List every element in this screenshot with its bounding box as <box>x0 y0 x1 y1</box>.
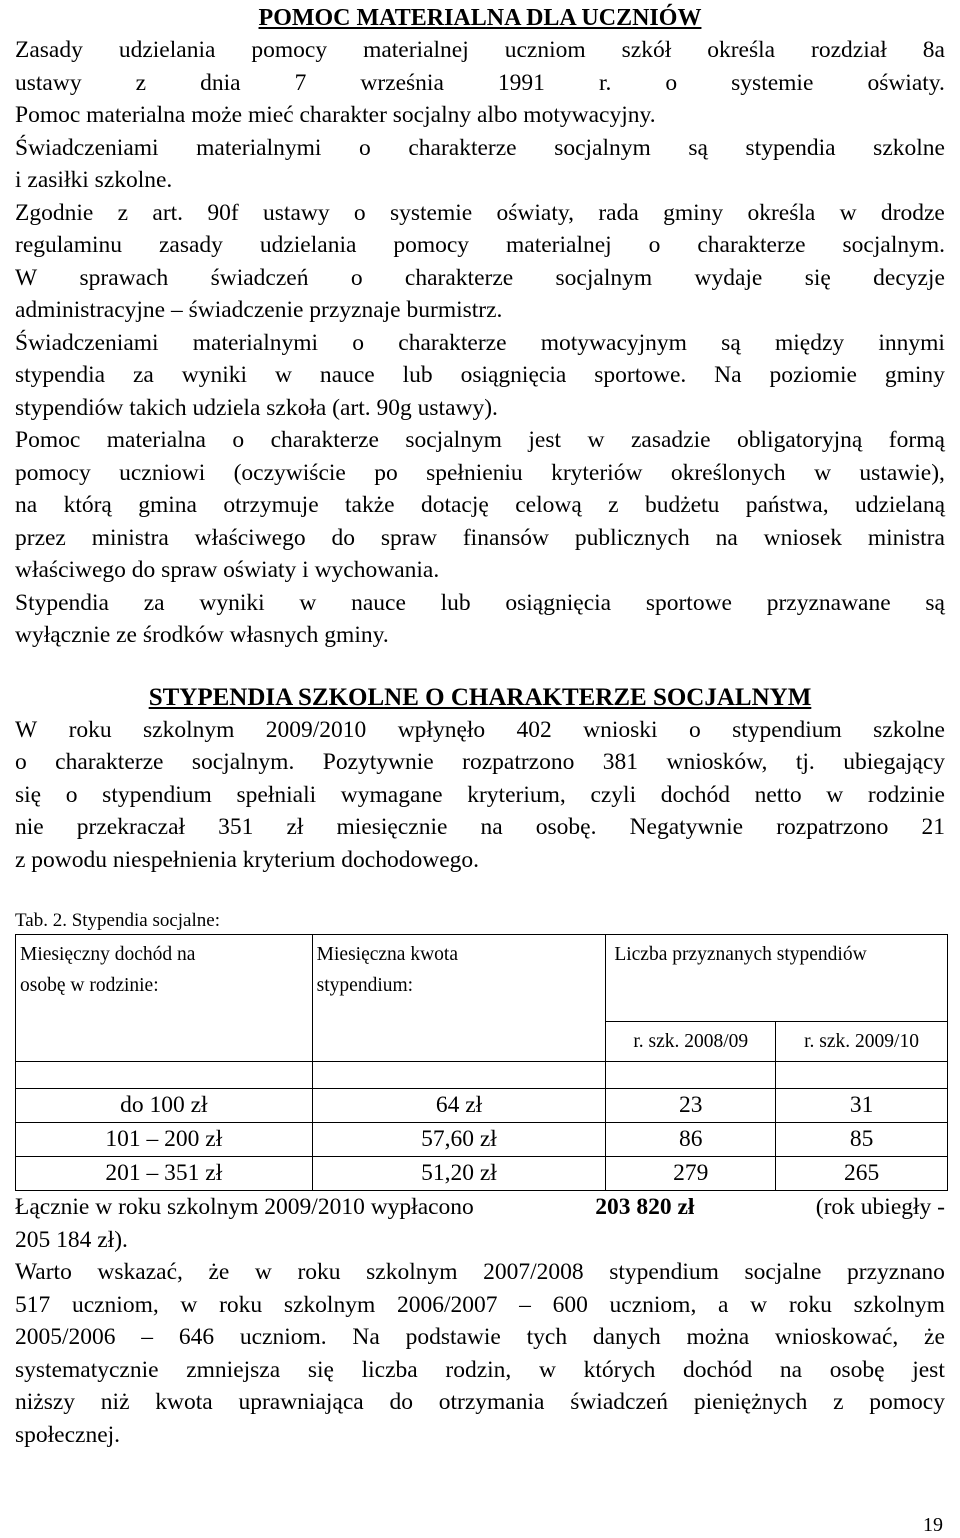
text-line: Świadczeniami materialnymi o charakterze socjalnym są stypendia szkolne <box>15 134 945 161</box>
header-year-2009: r. szk. 2009/10 <box>776 1022 948 1062</box>
text-line: Świadczeniami materialnymi o charakterze motywacyjnym są między innymi <box>15 329 945 356</box>
text-line: systematycznie zmniejsza się liczba rodzin, w których dochód na osobę jest <box>15 1356 945 1383</box>
text-line: wyłącznie ze środków własnych gminy. <box>15 622 389 648</box>
text-line: się o stypendium spełniali wymagane kryterium, czyli dochód netto w rodzinie <box>15 781 945 808</box>
cell-count-2008: 86 <box>606 1123 776 1157</box>
heading-material-aid: POMOC MATERIALNA DLA UCZNIÓW <box>258 5 702 31</box>
text-line <box>15 1191 945 1224</box>
text-line: pomocy uczniowi (oczywiście po spełnieniu kryteriów określonych w ustawie), <box>15 459 945 486</box>
text-line: na którą gmina otrzymuje także dotację celową z budżetu państwa, udzielaną <box>15 492 945 518</box>
page-number: 19 <box>923 1514 943 1536</box>
cell-count-2009: 265 <box>776 1157 948 1191</box>
table-row <box>16 1123 948 1157</box>
table-caption: Tab. 2. Stypendia socjalne: <box>15 910 220 931</box>
cell-count-2009: 31 <box>776 1089 948 1123</box>
header-count: Liczba przyznanych stypendiów <box>606 935 948 1022</box>
text-line: Warto wskazać, że w roku szkolnym 2007/2008 stypendium socjalne przyznano <box>15 1259 945 1285</box>
total-amount: 203 820 zł <box>595 1194 695 1220</box>
text-line: W roku szkolnym 2009/2010 wpłynęło 402 wnioski o stypendium szkolne <box>15 716 945 743</box>
text-line: przez ministra właściwego do spraw finansów publicznych na wniosek ministra <box>15 524 945 551</box>
heading-social-scholarships: STYPENDIA SZKOLNE O CHARAKTERZE SOCJALNYM <box>148 683 812 711</box>
cell-amount: 57,60 zł <box>312 1123 606 1157</box>
text-line: Pomoc materialna może mieć charakter socjalny albo motywacyjny. <box>15 102 656 128</box>
text-line: o charakterze socjalnym. Pozytywnie rozpatrzono 381 wniosków, tj. ubiegający <box>15 749 945 775</box>
text-line: społecznej. <box>15 1421 121 1448</box>
header-amount <box>312 935 606 1062</box>
cell-amount: 64 zł <box>312 1089 606 1123</box>
scholarship-table <box>15 934 948 1191</box>
text-line: 2005/2006 – 646 uczniom. Na podstawie tych danych można wnioskować, że <box>15 1324 945 1350</box>
text-line: 205 184 zł). <box>15 1226 128 1253</box>
paragraph-intro <box>15 34 945 652</box>
text-line: administracyjne – świadczenie przyznaje burmistrz. <box>15 297 503 323</box>
text-line: Zgodnie z art. 90f ustawy o systemie oświaty, rada gminy określa w drodze <box>15 199 945 226</box>
text-line: ustawy z dnia 7 września 1991 r. o systemie oświaty. <box>15 69 945 96</box>
header-amount-line2: stypendium: <box>316 975 414 996</box>
cell-income: do 100 zł <box>16 1089 313 1123</box>
total-text-a: Łącznie w roku szkolnym 2009/2010 wypłacono <box>15 1194 474 1220</box>
header-year-2008: r. szk. 2008/09 <box>606 1022 776 1062</box>
header-income-line1: Miesięczny dochód na <box>20 944 196 965</box>
text-line: 517 uczniom, w roku szkolnym 2006/2007 – 600 uczniom, a w roku szkolnym <box>15 1291 945 1318</box>
text-line: nie przekraczał 351 zł miesięcznie na osobę. Negatywnie rozpatrzono 21 <box>15 814 945 840</box>
table-row <box>16 1157 948 1191</box>
paragraph-total-paid <box>15 1191 945 1256</box>
paragraph-applications <box>15 714 945 877</box>
text-line: Pomoc materialna o charakterze socjalnym jest w zasadzie obligatoryjną formą <box>15 427 945 453</box>
text-line: Stypendia za wyniki w nauce lub osiągnięcia sportowe przyznawane są <box>15 589 945 616</box>
paragraph-trend <box>15 1256 945 1451</box>
text-line: W sprawach świadczeń o charakterze socjalnym wydaje się decyzje <box>15 264 945 291</box>
text-line: z powodu niespełnienia kryterium dochodowego. <box>15 846 480 873</box>
cell-amount: 51,20 zł <box>312 1157 606 1191</box>
cell-income: 101 – 200 zł <box>16 1123 313 1157</box>
total-text-b: (rok ubiegły - <box>815 1194 945 1220</box>
header-income <box>16 935 313 1062</box>
text-line: właściwego do spraw oświaty i wychowania. <box>15 557 440 583</box>
text-line: stypendia za wyniki w nauce lub osiągnięcia sportowe. Na poziomie gminy <box>15 362 945 388</box>
text-line: niższy niż kwota uprawniająca do otrzymania świadczeń pieniężnych z pomocy <box>15 1389 945 1415</box>
document-page <box>15 0 945 1451</box>
text-line: regulaminu zasady udzielania pomocy materialnej o charakterze socjalnym. <box>15 232 945 258</box>
cell-count-2009: 85 <box>776 1123 948 1157</box>
cell-count-2008: 23 <box>606 1089 776 1123</box>
cell-income: 201 – 351 zł <box>16 1157 313 1191</box>
header-amount-line1: Miesięczna kwota <box>316 944 458 965</box>
text-line: i zasiłki szkolne. <box>15 167 173 193</box>
cell-count-2008: 279 <box>606 1157 776 1191</box>
text-line: stypendiów takich udziela szkoła (art. 90g ustawy). <box>15 394 498 421</box>
header-income-line2: osobę w rodzinie: <box>20 975 159 996</box>
table-row <box>16 1089 948 1123</box>
text-line: Zasady udzielania pomocy materialnej uczniom szkół określa rozdział 8a <box>15 37 945 63</box>
